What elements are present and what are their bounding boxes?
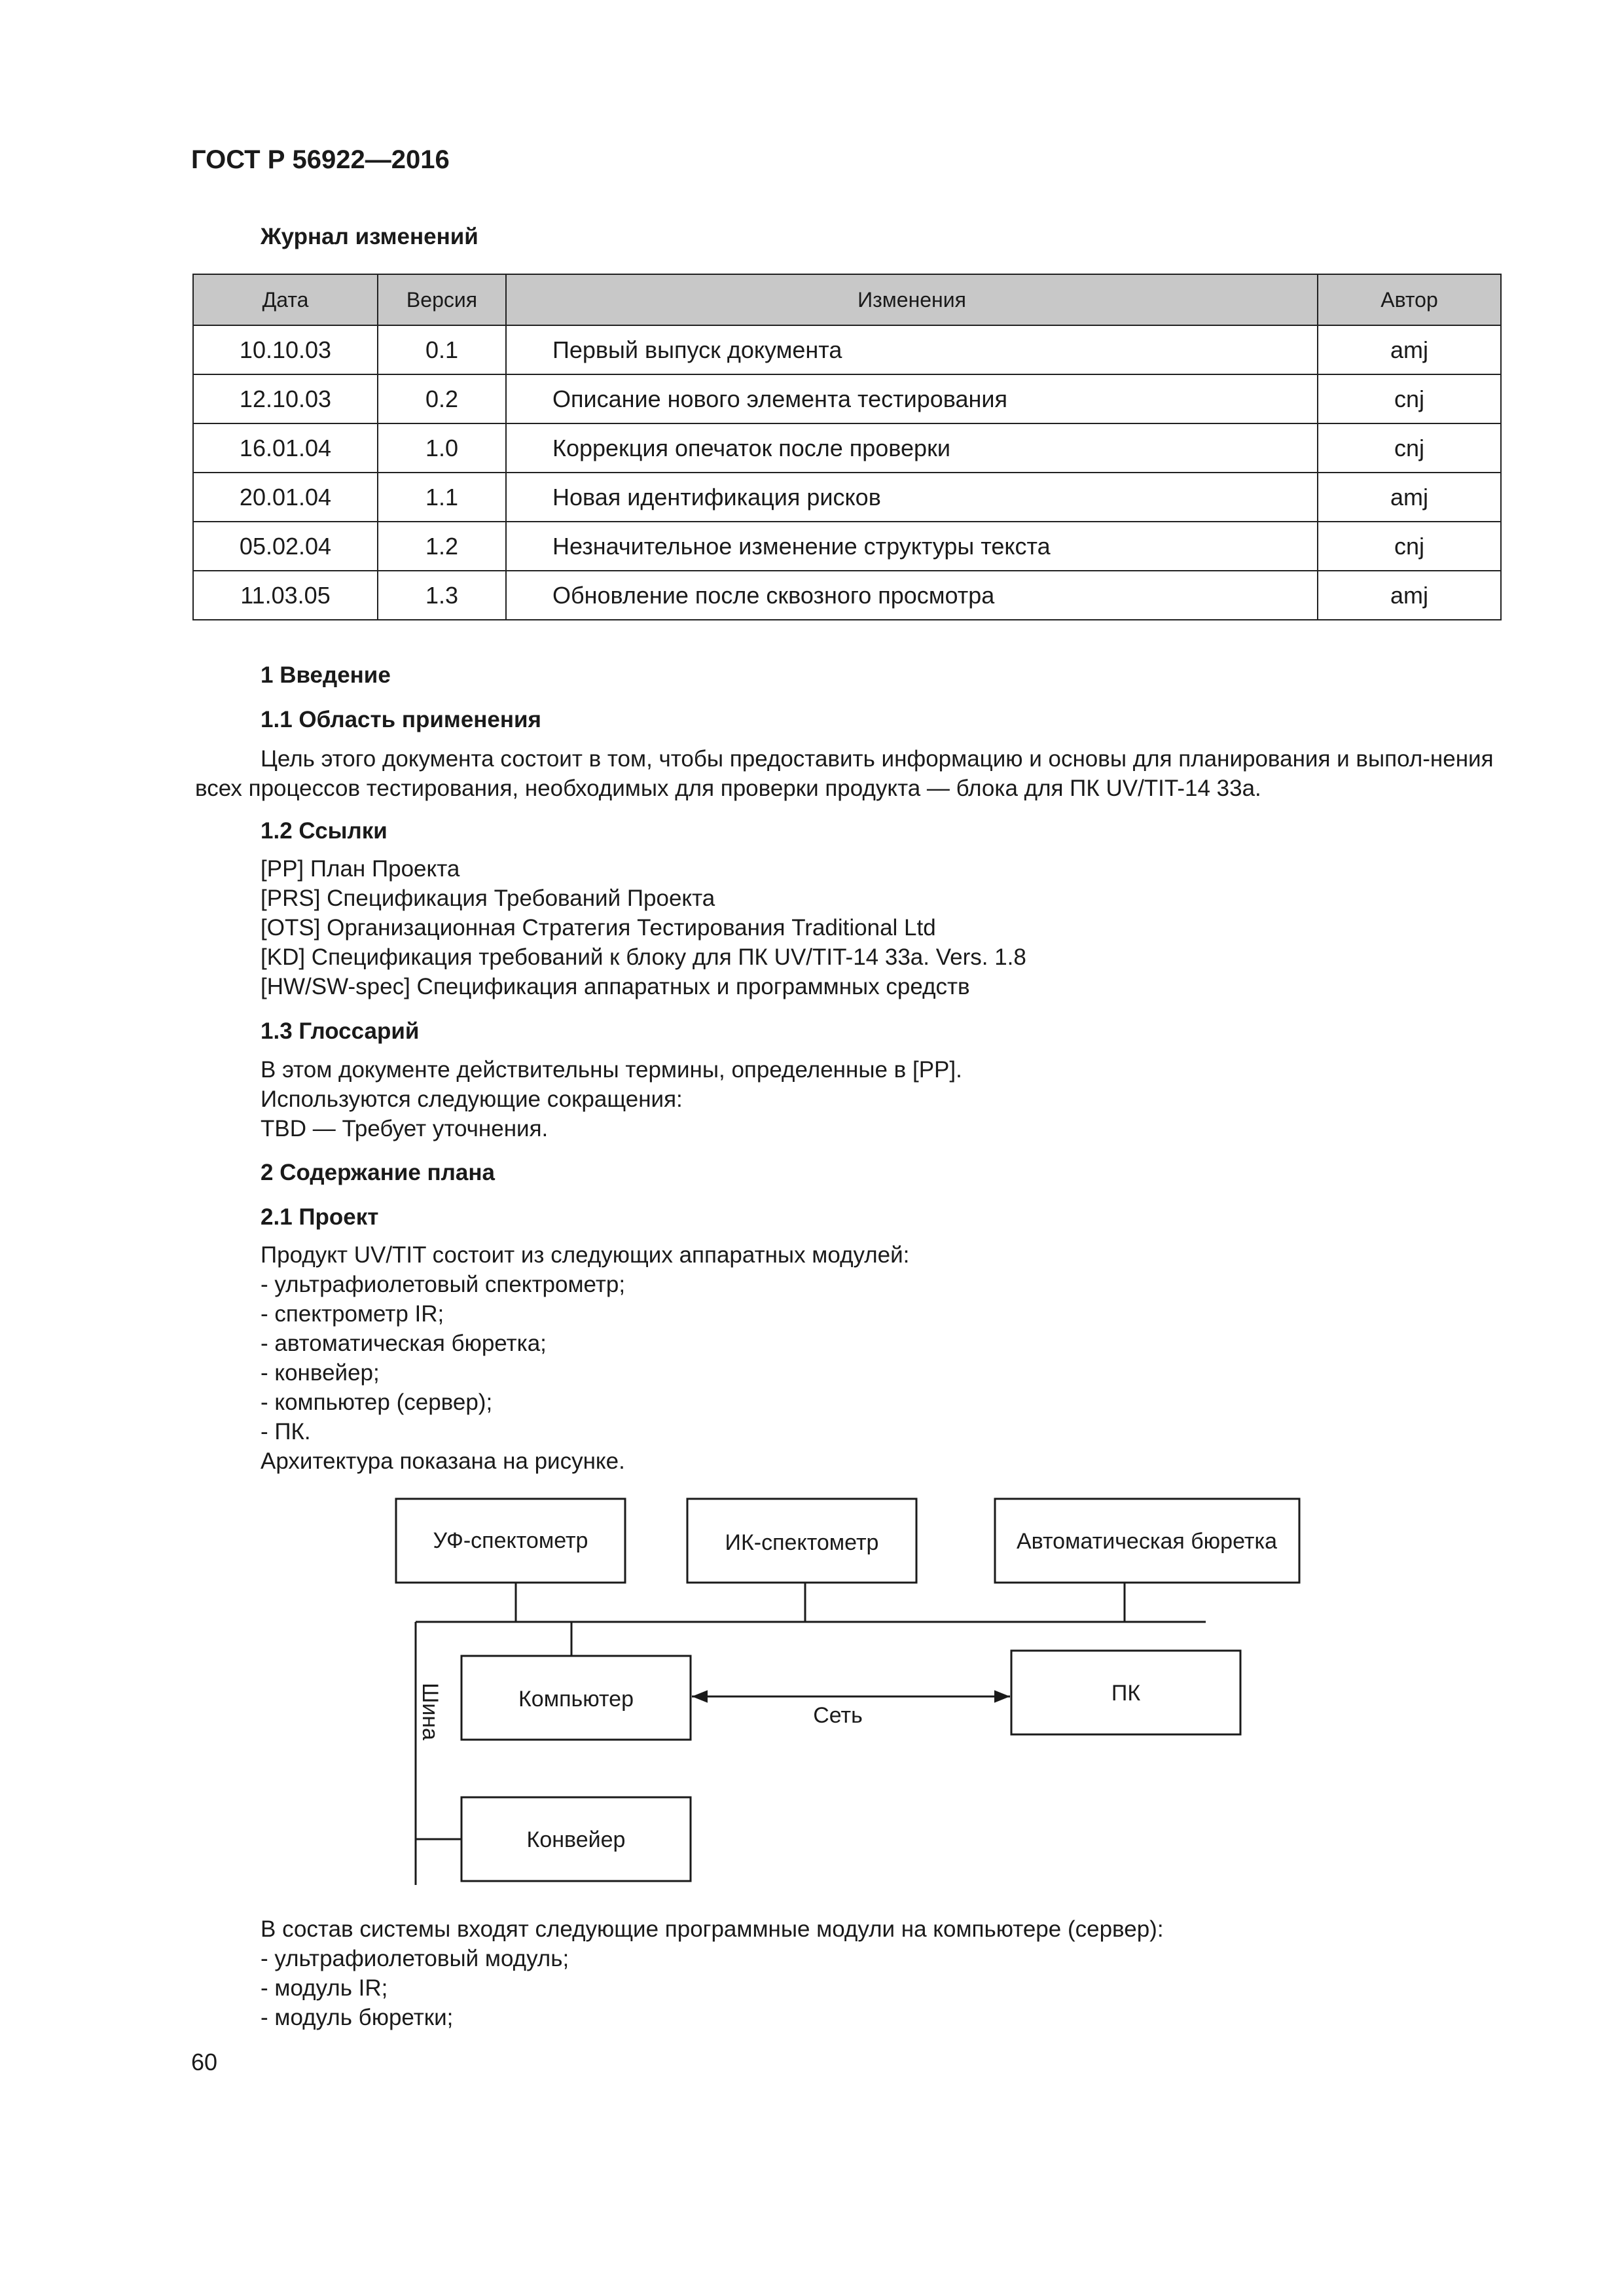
project-line: - конвейер;: [261, 1360, 380, 1386]
section-heading-2: 2 Содержание плана: [261, 1160, 495, 1185]
section-heading-1: 1 Введение: [261, 662, 391, 688]
col-header-date: Дата: [193, 274, 378, 325]
table-row: [193, 571, 1501, 620]
project-line: - ПК.: [261, 1419, 311, 1444]
cell-date: 20.01.04: [193, 473, 378, 522]
bus-label: Шина: [418, 1683, 442, 1740]
software-modules-text: [261, 1914, 1504, 2032]
cell-changes: Незначительное изменение структуры текста: [506, 522, 1318, 571]
change-log-title: Журнал изменений: [261, 224, 478, 249]
cell-author: cnj: [1318, 423, 1501, 473]
section-heading-1-1: 1.1 Область применения: [261, 707, 541, 732]
glossary-text: [261, 1055, 1504, 1143]
col-header-author: Автор: [1318, 274, 1501, 325]
scope-paragraph: Цель этого документа состоит в том, чтобы предоставить информацию и основы для планирования и выпол-нения всех процессов тестирования, необходимых для проверки продукта — блока для ПК UV/TIT-14 33a.: [195, 746, 1494, 801]
conveyor-label: Конвейер: [526, 1827, 626, 1852]
cell-date: 05.02.04: [193, 522, 378, 571]
cell-changes: Обновление после сквозного просмотра: [506, 571, 1318, 620]
cell-author: amj: [1318, 325, 1501, 374]
cell-changes: Коррекция опечаток после проверки: [506, 423, 1318, 473]
references-list: [261, 854, 1504, 1001]
project-line: - компьютер (сервер);: [261, 1390, 493, 1415]
table-row: [193, 374, 1501, 423]
project-line: - ультрафиолетовый спектрометр;: [261, 1272, 626, 1297]
section-heading-1-3: 1.3 Глоссарий: [261, 1018, 420, 1044]
section-heading-1-2: 1.2 Ссылки: [261, 818, 388, 844]
reference-item: [OTS] Организационная Стратегия Тестирования Traditional Ltd: [261, 915, 936, 941]
page-number: 60: [191, 2049, 218, 2075]
software-line: - модуль IR;: [261, 1975, 388, 2001]
glossary-line: В этом документе действительны термины, определенные в [PP].: [261, 1057, 962, 1083]
table-row: [193, 423, 1501, 473]
cell-author: cnj: [1318, 374, 1501, 423]
cell-version: 1.1: [378, 473, 506, 522]
computer-label: Компьютер: [518, 1687, 634, 1712]
cell-version: 0.2: [378, 374, 506, 423]
software-line: - ультрафиолетовый модуль;: [261, 1946, 569, 1971]
reference-item: [KD] Спецификация требований к блоку для ПК UV/TIT-14 33a. Vers. 1.8: [261, 944, 1026, 970]
reference-item: [HW/SW-spec] Спецификация аппаратных и программных средств: [261, 974, 970, 999]
document-header: ГОСТ Р 56922—2016: [191, 145, 450, 174]
cell-version: 1.3: [378, 571, 506, 620]
section-heading-2-1: 2.1 Проект: [261, 1204, 379, 1230]
burette-label: Автоматическая бюретка: [1017, 1529, 1277, 1554]
cell-version: 0.1: [378, 325, 506, 374]
table-row: [193, 522, 1501, 571]
cell-changes: Описание нового элемента тестирования: [506, 374, 1318, 423]
cell-version: 1.2: [378, 522, 506, 571]
cell-version: 1.0: [378, 423, 506, 473]
project-line: Архитектура показана на рисунке.: [261, 1448, 625, 1474]
table-row: [193, 325, 1501, 374]
architecture-diagram: [380, 1486, 1329, 1892]
network-label: Сеть: [813, 1703, 863, 1728]
software-line: - модуль бюретки;: [261, 2005, 454, 2030]
reference-item: [PP] План Проекта: [261, 856, 460, 882]
table-header-row: [193, 274, 1501, 325]
cell-date: 16.01.04: [193, 423, 378, 473]
cell-author: amj: [1318, 571, 1501, 620]
reference-item: [PRS] Спецификация Требований Проекта: [261, 886, 715, 911]
col-header-changes: Изменения: [506, 274, 1318, 325]
project-line: Продукт UV/TIT состоит из следующих аппаратных модулей:: [261, 1242, 910, 1268]
cell-changes: Новая идентификация рисков: [506, 473, 1318, 522]
cell-changes: Первый выпуск документа: [506, 325, 1318, 374]
col-header-version: Версия: [378, 274, 506, 325]
glossary-line: TBD — Требует уточнения.: [261, 1116, 549, 1141]
table-row: [193, 473, 1501, 522]
ir-spectrometer-label: ИК-спектометр: [725, 1530, 879, 1555]
uv-spectrometer-label: УФ-спектометр: [433, 1528, 588, 1553]
cell-date: 11.03.05: [193, 571, 378, 620]
cell-author: amj: [1318, 473, 1501, 522]
pc-label: ПК: [1111, 1681, 1141, 1706]
cell-date: 12.10.03: [193, 374, 378, 423]
cell-author: cnj: [1318, 522, 1501, 571]
project-line: - автоматическая бюретка;: [261, 1331, 547, 1356]
cell-date: 10.10.03: [193, 325, 378, 374]
project-line: - спектрометр IR;: [261, 1301, 444, 1327]
change-log-table: [192, 274, 1502, 620]
software-line: В состав системы входят следующие программные модули на компьютере (сервер):: [261, 1916, 1164, 1942]
project-text: [261, 1240, 1504, 1476]
glossary-line: Используются следующие сокращения:: [261, 1086, 683, 1112]
